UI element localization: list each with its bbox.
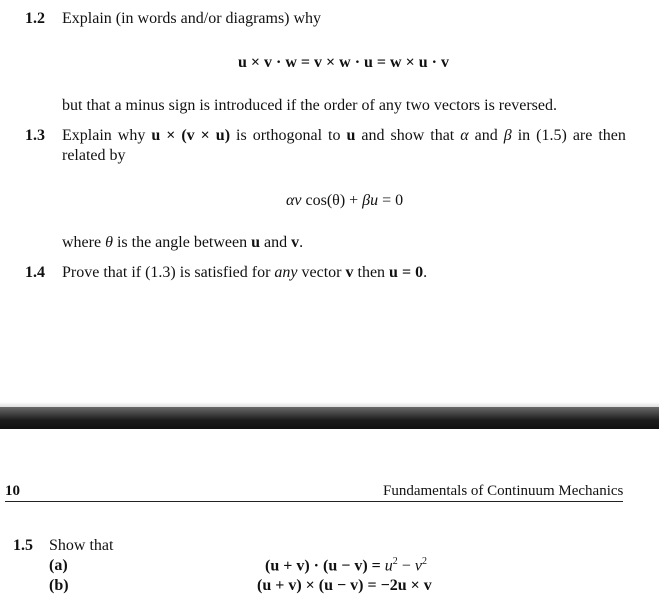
problem-1-5-text: Show that [49,537,114,554]
running-title: Fundamentals of Continuum Mechanics [383,483,624,499]
problem-1-4-text: Prove that if (1.3) is satisfied for any vector v then u = 0. [62,264,428,281]
problem-1-2-number: 1.2 [25,10,45,27]
problem-1-5-a-equation: $(u + v) \cdot (u - v) = u^2 - v^2$ [265,556,427,575]
problem-1-2-text: Explain (in words and/or diagrams) why [62,10,322,27]
header-rule [5,501,623,502]
page-break-band [0,407,659,429]
problem-1-3-text: Explain why u × (v × u) is orthogonal to u and show that α and β in (1.5) are then [62,127,626,144]
problem-1-5-a-label: (a) [49,557,68,574]
problem-1-3-number: 1.3 [25,127,45,144]
problem-1-4-number: 1.4 [25,264,45,281]
problem-1-3-equation: αv cos(θ) + βu = 0 [286,192,404,209]
problem-1-3-text-line2: related by [62,147,126,164]
page-number: 10 [5,483,20,499]
problem-1-3-where: where θ is the angle between u and v. [62,234,304,251]
problem-1-5-b-equation: (u + v) × (u − v) = −2u × v [257,577,432,594]
problem-1-2-followup: but that a minus sign is introduced if the order of any two vectors is reversed. [62,97,557,114]
problem-1-5-number: 1.5 [13,537,33,554]
problem-1-5-b-label: (b) [49,577,69,594]
problem-1-2-equation: u × v · w = v × w · u = w × u · v [238,54,449,71]
